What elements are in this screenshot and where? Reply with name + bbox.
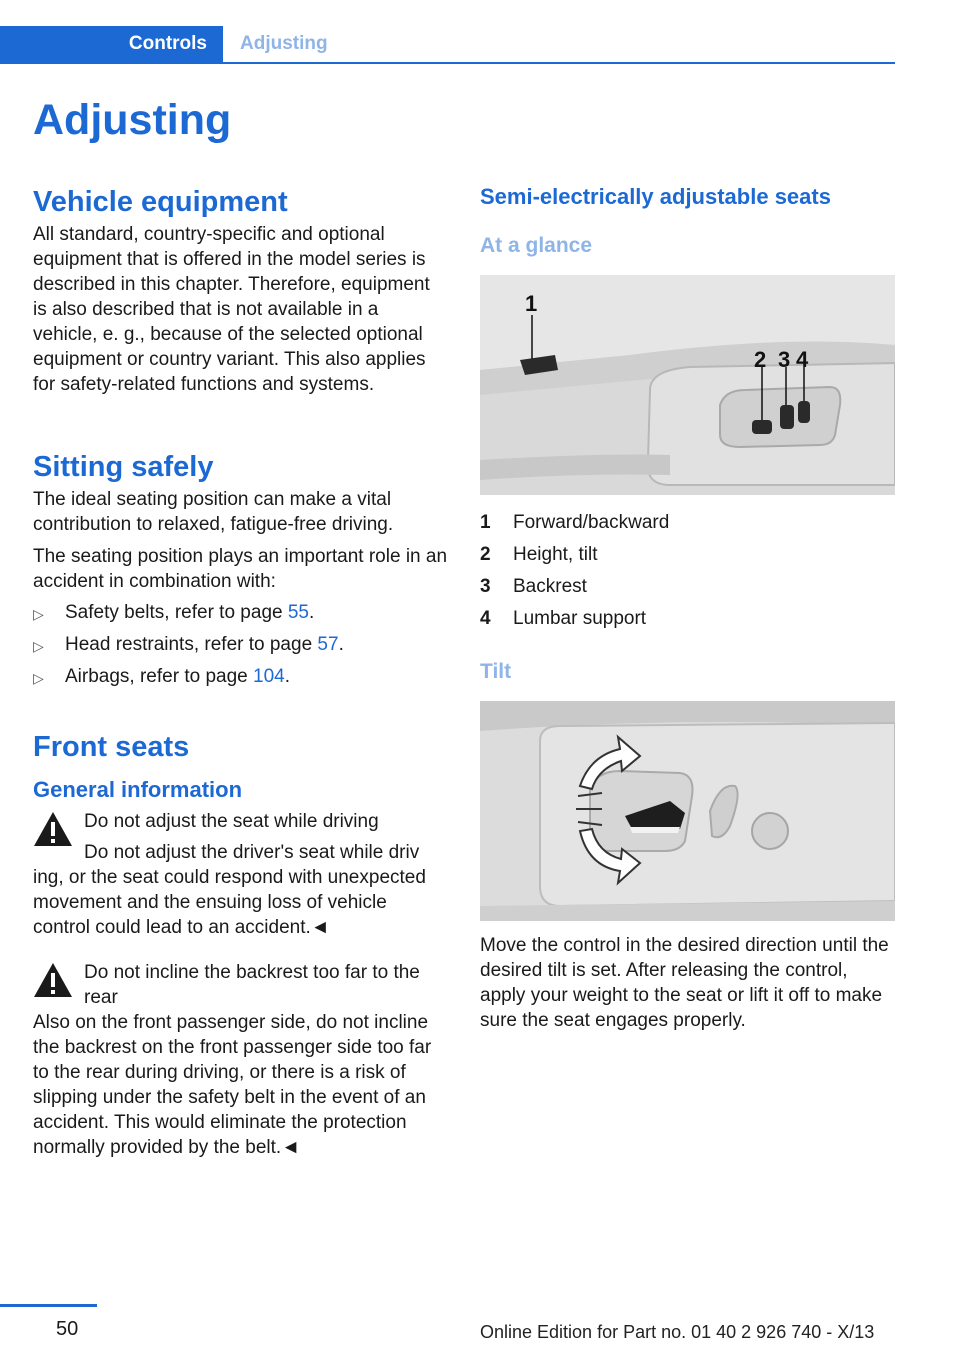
semi-electric-seats-heading: Semi-electrically adjustable seats [480,184,831,209]
general-information-heading: General information [33,777,243,802]
warning-block-driving [33,809,448,940]
warning-title: Do not incline the backrest too far to the rear [84,962,420,1008]
tab-controls[interactable]: Controls [0,26,223,62]
warning-title: Do not adjust the seat while driving [84,811,379,832]
header-bar [0,26,895,64]
triangle-bullet-icon: ▷ [33,670,44,686]
edition-note: Online Edition for Part no. 01 40 2 926 740 - X/13 [480,1322,875,1342]
tilt-heading: Tilt [480,660,512,683]
tab-adjusting[interactable]: Adjusting [240,33,328,54]
page-title: Adjusting [33,96,232,144]
list-item: ▷ Safety belts, refer to page 55. [33,600,448,625]
callout-1: 1 [525,291,538,316]
warning-text: ing, or the seat could respond with unexpected movement and the ensuing loss of vehicle control could lead to an accident.◄ [33,867,426,938]
list-item: ▷ Airbags, refer to page 104. [33,664,448,689]
warning-triangle-icon [33,962,73,998]
table-row: 1 Forward/backward [480,512,670,533]
callout-2: 2 [754,347,767,372]
callout-4: 4 [796,347,809,372]
tilt-illustration [480,701,895,921]
sitting-safely-text-2: The seating position plays an important role in an accident in combination with: [33,546,448,592]
warning-triangle-icon [33,811,73,847]
page-number: 50 [56,1318,79,1340]
page-link-104[interactable]: 104 [253,666,285,687]
callout-3: 3 [778,347,791,372]
tilt-control-figure [480,701,895,921]
warning-text-line: Do not adjust the driver's seat while driv [84,842,420,863]
page-link-57[interactable]: 57 [317,634,339,655]
triangle-bullet-icon: ▷ [33,638,44,654]
tilt-instructions: Move the control in the desired direction until the desired tilt is set. After releasing the control, apply your weight to the seat or lift it off to make sure the seat engages properly. [480,935,889,1031]
vehicle-equipment-heading: Vehicle equipment [33,186,288,218]
page-link-55[interactable]: 55 [287,602,309,623]
footer-rule [0,1304,97,1307]
left-column [33,182,448,1160]
seat-controls-legend [480,507,669,635]
seat-illustration [480,275,895,495]
table-row: 4 Lumbar support [480,608,647,629]
table-row: 3 Backrest [480,576,587,597]
front-seats-heading: Front seats [33,731,190,763]
table-row: 2 Height, tilt [480,544,598,565]
warning-block-backrest [33,960,448,1160]
at-a-glance-heading: At a glance [480,234,593,257]
sitting-safely-text-1: The ideal seating position can make a vital contribution to relaxed, fatigue-free driving. [33,489,394,535]
vehicle-equipment-text: All standard, country-specific and optional equipment that is offered in the model series is described in this chapter. Therefore, equipment is also described that is not available in a vehicle, e. g., because of the selected optional equipment or country variant. This also applies for safety-related functions and systems. [33,224,430,395]
list-item: ▷ Head restraints, refer to page 57. [33,632,448,657]
safety-list [33,600,448,689]
triangle-bullet-icon: ▷ [33,606,44,622]
warning-text: Also on the front passenger side, do not incline the backrest on the front passenger side too far to the rear during driving, or there is a risk of slipping under the safety belt in the event of an accident. This would eliminate the protection normally provided by the belt.◄ [33,1012,432,1158]
seat-controls-figure [480,275,895,495]
sitting-safely-heading: Sitting safely [33,451,214,483]
right-column [480,182,895,1033]
